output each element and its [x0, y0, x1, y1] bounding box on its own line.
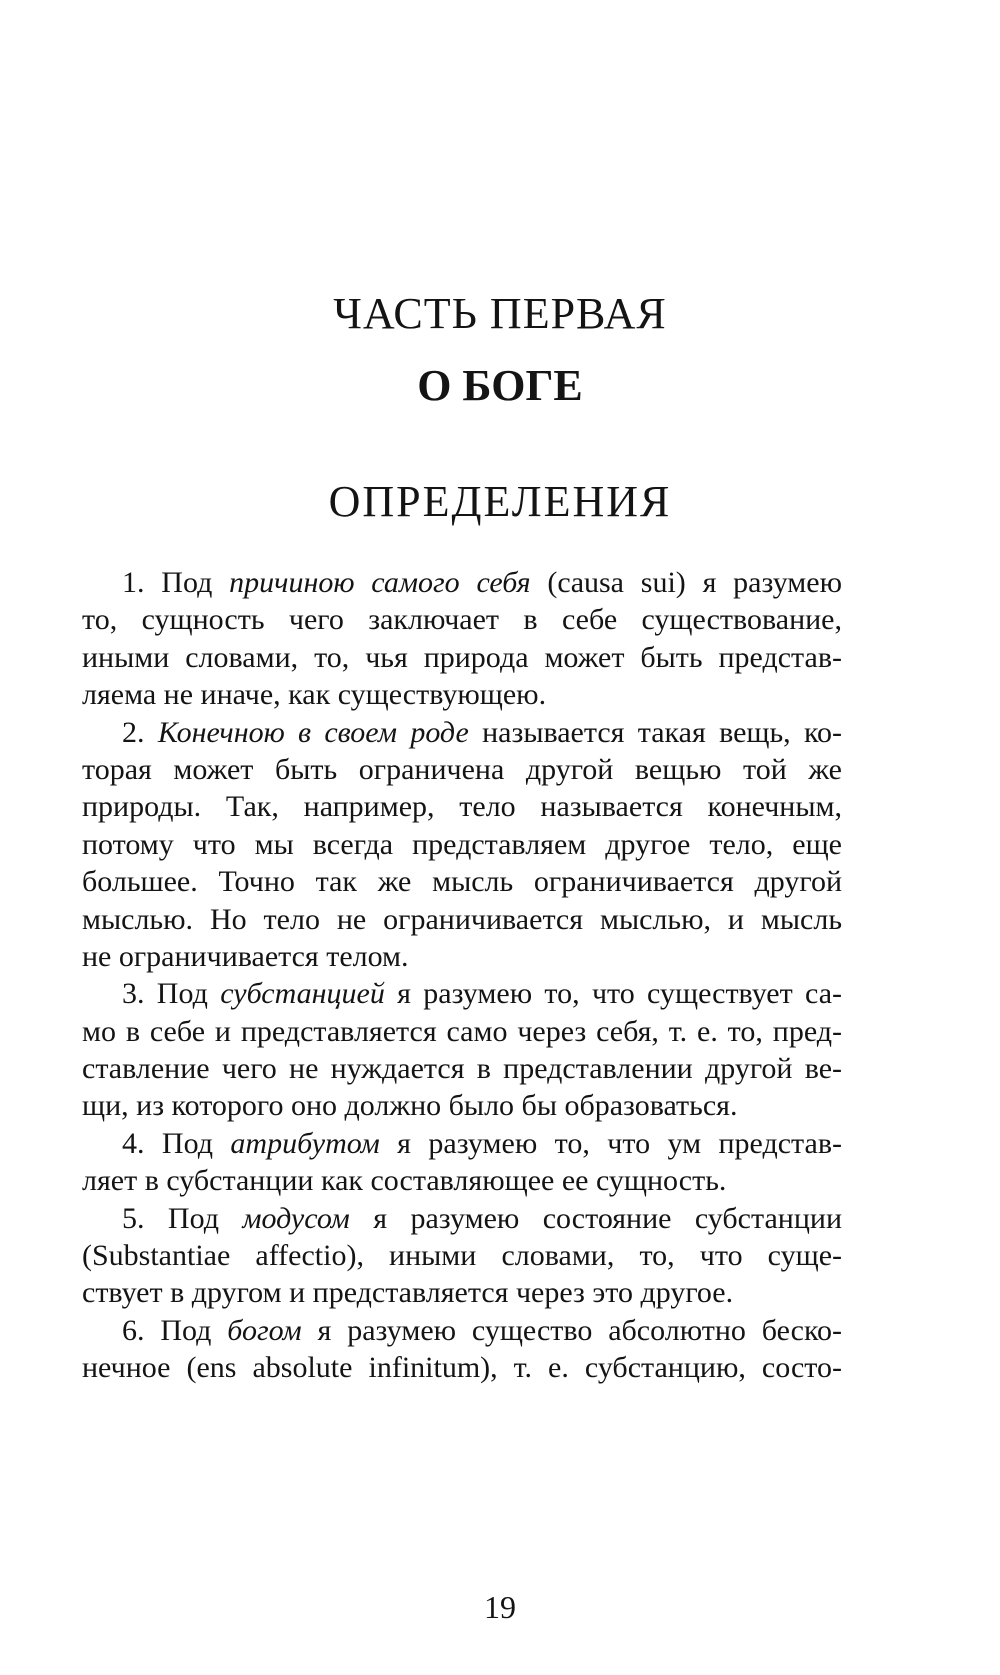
defined-term: причиною самого себя — [229, 566, 531, 599]
definition-2-line-3: природы. Так, например, тело называется конечным, — [82, 790, 842, 824]
definition-5-line-1: 5. Под модусом я разумею состояние субстанции — [122, 1201, 843, 1235]
section-title: ОПРЕДЕЛЕНИЯ — [328, 477, 672, 526]
definition-3-line-2: мо в себе и представляется само через себя, т. е. то, пред- — [82, 1014, 842, 1048]
definition-2-line-5: большее. Точно так же мысль ограничивается другой — [82, 865, 842, 899]
part-title: ЧАСТЬ ПЕРВАЯ — [333, 289, 667, 338]
definition-3-line-1: 3. Под субстанцией я разумею то, что существует са- — [122, 977, 843, 1011]
body-text — [82, 564, 842, 1387]
definition-3-line-4: щи, из которого оно должно было бы образоваться. — [82, 1089, 738, 1123]
defined-term: модусом — [242, 1201, 350, 1235]
definition-1-line-3: иными словами, то, чья природа может быть представ- — [82, 640, 842, 674]
defined-term: атрибутом — [230, 1126, 380, 1160]
page-number: 19 — [484, 1589, 516, 1625]
definition-1-line-4: ляема не иначе, как существующею. — [82, 678, 547, 712]
definition-4-line-1: 4. Под атрибутом я разумею то, что ум представ- — [122, 1126, 843, 1160]
definition-6-line-1: 6. Под богом я разумею существо абсолютно беско- — [122, 1313, 843, 1347]
chapter-title: О БОГЕ — [417, 361, 583, 410]
definition-4-line-2: ляет в субстанции как составляющее ее сущность. — [82, 1164, 727, 1198]
definition-2-line-2: торая может быть ограничена другой вещью той же — [82, 752, 842, 786]
definition-1-line-1: 1. Под причиною самого себя (causa sui) я разумею — [122, 566, 843, 599]
definition-5-line-3: ствует в другом и представляется через это другое. — [82, 1276, 734, 1310]
definition-1-line-2: то, сущность чего заключает в себе существование, — [82, 603, 842, 637]
definition-2-line-6: мыслью. Но тело не ограничивается мыслью, и мысль — [82, 902, 842, 936]
defined-term: субстанцией — [220, 977, 385, 1011]
defined-term: богом — [227, 1313, 302, 1347]
definition-5-line-2: (Substantiae affectio), иными словами, то, что суще- — [82, 1239, 842, 1273]
definition-2-line-4: потому что мы всегда представляем другое тело, еще — [82, 827, 842, 861]
defined-term: Конечною в своем роде — [157, 715, 469, 749]
definition-3-line-3: ставление чего не нуждается в представлении другой ве- — [82, 1052, 842, 1086]
definition-2-line-1: 2. Конечною в своем роде называется такая вещь, ко- — [122, 715, 843, 749]
definition-2-line-7: не ограничивается телом. — [82, 939, 409, 973]
definition-6-line-2: нечное (ens absolute infinitum), т. е. субстанцию, состо- — [82, 1351, 842, 1385]
